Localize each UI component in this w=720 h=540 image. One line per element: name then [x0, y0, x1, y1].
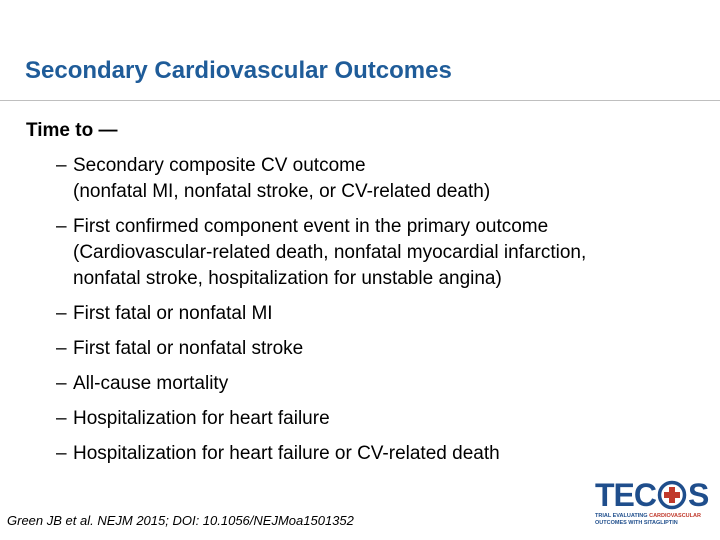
- dash-bullet: –: [56, 155, 67, 176]
- outcome-list: [56, 153, 633, 467]
- logo-wordmark: [595, 478, 708, 512]
- list-item: [56, 301, 633, 327]
- list-item-text: Hospitalization for heart failure: [73, 408, 330, 429]
- dash-bullet: –: [56, 443, 67, 464]
- list-item: [56, 441, 633, 467]
- title-divider: [0, 100, 720, 101]
- dash-bullet: –: [56, 373, 67, 394]
- list-item-text: Secondary composite CV outcome (nonfatal MI, nonfatal stroke, or CV-related death): [73, 155, 491, 202]
- list-item: [56, 336, 633, 362]
- list-item-text: First fatal or nonfatal stroke: [73, 338, 304, 359]
- target-icon: [657, 480, 687, 510]
- list-item: [56, 406, 633, 432]
- tecos-logo: [590, 478, 714, 526]
- list-item-text: Hospitalization for heart failure or CV-related death: [73, 443, 500, 464]
- dash-bullet: –: [56, 408, 67, 429]
- logo-word-start: TEC: [595, 477, 656, 513]
- list-item-text: All-cause mortality: [73, 373, 229, 394]
- citation: Green JB et al. NEJM 2015; DOI: 10.1056/NEJMoa1501352: [7, 513, 354, 528]
- list-item-text: First fatal or nonfatal MI: [73, 303, 273, 324]
- list-item: [56, 153, 633, 205]
- slide-title: Secondary Cardiovascular Outcomes: [25, 57, 452, 84]
- list-item: [56, 371, 633, 397]
- logo-tagline: TRIAL EVALUATING CARDIOVASCULAR OUTCOMES WITH SITAGLIPTIN: [595, 513, 701, 526]
- list-item-text: First confirmed component event in the primary outcome (Cardiovascular-related death, nonfatal myocardial infarction, nonfatal stroke, hospitalization for unstable angina): [73, 216, 587, 289]
- lead-text: Time to —: [26, 120, 118, 141]
- list-item: [56, 214, 633, 292]
- dash-bullet: –: [56, 303, 67, 324]
- logo-word-end: S: [688, 477, 709, 513]
- dash-bullet: –: [56, 338, 67, 359]
- dash-bullet: –: [56, 216, 67, 237]
